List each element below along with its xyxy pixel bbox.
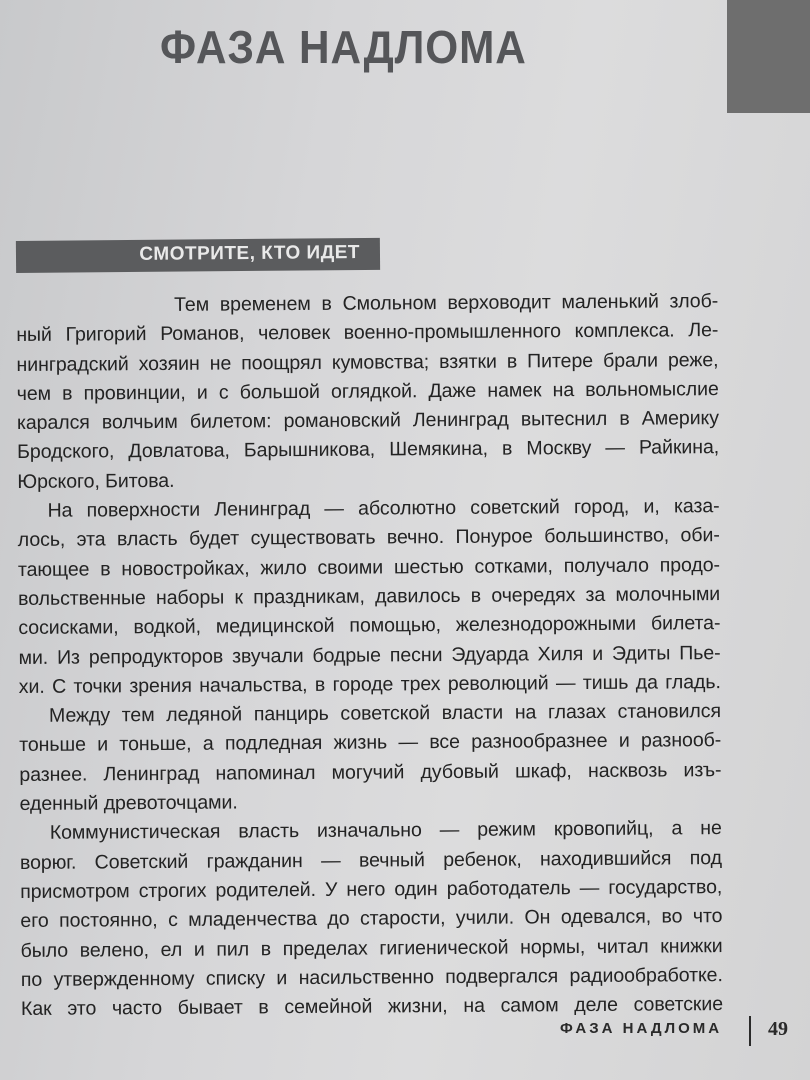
- page-footer: [0, 1016, 810, 1050]
- text-line: Юрского, Битова.: [17, 469, 175, 493]
- text-line: лось, эта власть будет существовать вечно. Понурое большинство, оби-: [17, 524, 720, 552]
- text-line: ный Григорий Романов, человек военно-промышленного комплекса. Ле-: [16, 319, 719, 347]
- text-line: его постоянно, с младенчества до старости, учили. Он одевался, во что: [20, 905, 723, 933]
- chapter-title: ФАЗА НАДЛОМА: [160, 21, 527, 73]
- body-text: [16, 287, 723, 1024]
- footer-divider: [749, 1016, 751, 1046]
- text-line: по утвержденному списку и насильственно подвергался радиообработке.: [20, 963, 723, 991]
- text-line: Как это часто бывает в семейной жизни, на самом деле советские: [20, 993, 724, 1021]
- text-line: тоньше и тоньше, а подледная жизнь — все разнообразнее и разнооб-: [19, 729, 722, 757]
- running-title: ФАЗА НАДЛОМА: [560, 1020, 723, 1037]
- section-header-bar: [16, 238, 380, 273]
- text-line: Бродского, Довлатова, Барышникова, Шемякина, в Москву — Райкина,: [17, 436, 720, 464]
- text-line: тающее в новостройках, жило своими шестью сотками, получало продо-: [17, 553, 720, 581]
- text-line: хи. С точки зрения начальства, в городе трех революций — тишь да гладь.: [18, 670, 721, 698]
- section-title: СМОТРИТЕ, КТО ИДЕТ: [139, 241, 361, 265]
- text-line: нинградский хозяин не поощрял кумовства; взятки в Питере брали реже,: [16, 348, 719, 376]
- text-line: еденный древоточцами.: [19, 791, 238, 816]
- text-line: вольственные наборы к праздникам, давилось в очередях за молочными: [18, 583, 721, 610]
- text-line: ворюг. Советский гражданин — вечный ребенок, находившийся под: [19, 846, 723, 874]
- text-line: карался волчьим билетом: романовский Ленинград вытеснил в Америку: [16, 407, 719, 435]
- text-line: На поверхности Ленинград — абсолютно советский город, и, каза-: [47, 495, 720, 522]
- text-line: сосисками, водкой, медицинской помощью, железнодорожными билета-: [18, 612, 721, 640]
- text-line: было велено, ел и пил в пределах гигиенической нормы, читал книжки: [20, 934, 723, 962]
- chapter-tab-marker: [727, 0, 810, 113]
- text-line: разнее. Ленинград напоминал могучий дубовый шкаф, насквозь изъ-: [19, 758, 722, 786]
- text-line: Тем временем в Смольном верховодит маленький злоб-: [174, 290, 719, 316]
- text-line: чем в провинции, и с большой оглядкой. Даже намек на вольномыслие: [16, 377, 719, 405]
- text-line: ми. Из репродукторов звучали бодрые песни Эдуарда Хиля и Эдиты Пье-: [18, 641, 721, 669]
- text-line: Между тем ледяной панцирь советской власти на глазах становился: [48, 700, 722, 727]
- text-line: Коммунистическая власть изначально — режим кровопийц, а не: [49, 817, 722, 845]
- text-line: присмотром строгих родителей. У него один работодатель — государство,: [20, 876, 723, 903]
- page-number: 49: [768, 1018, 788, 1040]
